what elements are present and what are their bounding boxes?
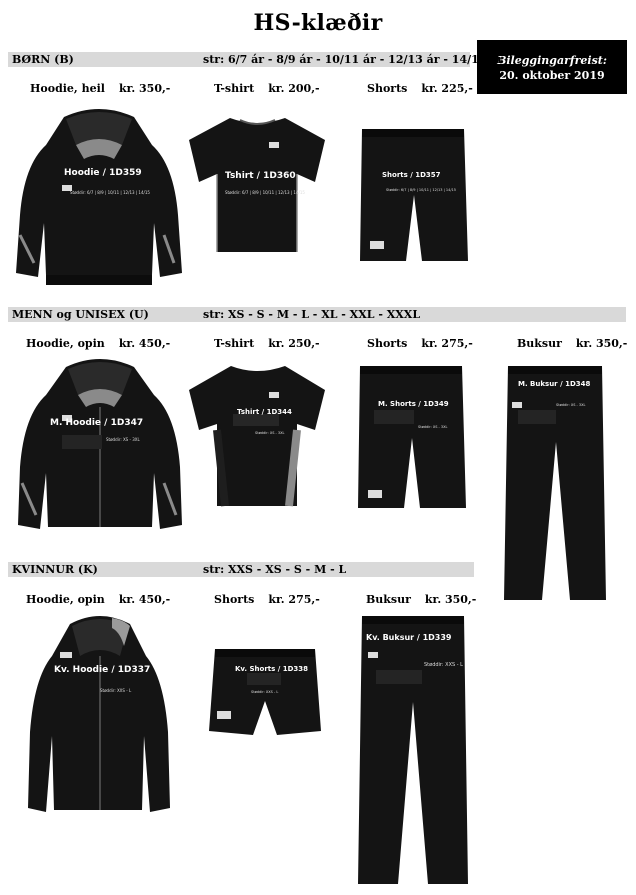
garment-size-label: Støddir: XXS - L xyxy=(100,688,132,693)
item-price: kr. 275,- xyxy=(421,337,473,350)
item-born-shorts xyxy=(367,82,473,95)
garment-label: Shorts / 1D357 xyxy=(382,171,441,179)
deadline-label: Bileggingarfreist: xyxy=(497,54,607,67)
garment-label: Tshirt / 1D360 xyxy=(225,171,296,181)
item-menn-hoodie xyxy=(26,337,170,350)
menn-shorts-image xyxy=(354,362,469,512)
garment-label: M. Shorts / 1D349 xyxy=(378,400,449,408)
item-price: kr. 250,- xyxy=(268,337,320,350)
born-tshirt-image xyxy=(185,112,330,257)
garment-size-label: Støddir: 6/7 | 8/9 | 10/11 | 12/13 | 14/15 xyxy=(225,190,305,195)
item-name: Shorts xyxy=(214,593,255,606)
menn-tshirt-image xyxy=(185,360,330,510)
section-label-born: BØRN (B) xyxy=(12,53,74,66)
item-born-tshirt xyxy=(214,82,320,95)
item-price: kr. 450,- xyxy=(118,593,171,606)
menn-buksur-image xyxy=(500,362,610,604)
item-name: Buksur xyxy=(366,593,411,606)
section-band-born xyxy=(8,52,504,67)
item-born-hoodie xyxy=(30,82,170,95)
item-name: Buksur xyxy=(517,337,562,350)
item-name: Hoodie, opin xyxy=(26,337,105,350)
garment-label: M. Buksur / 1D348 xyxy=(518,380,591,388)
garment-label: Tshirt / 1D344 xyxy=(237,408,292,416)
deadline-box xyxy=(477,40,627,94)
kvinnur-buksur-image xyxy=(354,612,472,888)
item-name: T-shirt xyxy=(214,82,255,95)
garment-size-label: Støddir: 6/7 | 8/9 | 10/11 | 12/13 | 14/15 xyxy=(70,190,150,195)
garment-size-label: Støddir: XS - 3XL xyxy=(106,437,140,442)
garment-size-label: Støddir: XS - 3XL xyxy=(255,431,285,435)
garment-label: Kv. Shorts / 1D338 xyxy=(235,665,309,673)
section-sizes-kvinnur: str: XXS - XS - S - M - L xyxy=(203,563,347,576)
item-name: Hoodie, heil xyxy=(30,82,105,95)
garment-size-label: Støddir: 6/7 | 8/9 | 10/11 | 12/13 | 14/15 xyxy=(386,188,456,192)
page-title: HS-klæðir xyxy=(253,10,383,36)
section-sizes-born: str: 6/7 ár - 8/9 ár - 10/11 ár - 12/13 ár - 14/15 ár xyxy=(203,53,504,66)
section-label-menn: MENN og UNISEX (U) xyxy=(12,308,149,321)
item-price: kr. 350,- xyxy=(424,593,477,606)
garment-size-label: Støddir: XS - 3XL xyxy=(418,425,448,429)
item-menn-buksur xyxy=(517,337,627,350)
item-name: T-shirt xyxy=(214,337,255,350)
section-band-kvinnur xyxy=(8,562,474,577)
garment-size-label: Støddir: XXS - L xyxy=(251,690,279,694)
garment-label: M. Hoodie / 1D347 xyxy=(50,418,144,428)
garment-size-label: Støddir: XXS - L xyxy=(424,662,463,668)
item-price: kr. 450,- xyxy=(118,337,171,350)
item-price: kr. 225,- xyxy=(421,82,473,95)
item-price: kr. 200,- xyxy=(268,82,320,95)
item-price: kr. 275,- xyxy=(268,593,320,606)
kvinnur-shorts-image xyxy=(205,645,325,740)
item-menn-shorts xyxy=(367,337,473,350)
kvinnur-hoodie-image xyxy=(24,612,174,822)
item-name: Shorts xyxy=(367,82,408,95)
section-sizes-menn: str: XS - S - M - L - XL - XXL - XXXL xyxy=(203,308,421,321)
item-price: kr. 350,- xyxy=(118,82,171,95)
garment-label: Kv. Buksur / 1D339 xyxy=(366,633,452,642)
garment-size-label: Støddir: XS - 3XL xyxy=(556,403,586,407)
menn-hoodie-image xyxy=(14,355,186,537)
item-kvinnur-shorts xyxy=(214,593,320,606)
section-band-menn xyxy=(8,307,626,322)
born-hoodie-image xyxy=(14,105,184,290)
item-menn-tshirt xyxy=(214,337,320,350)
item-kvinnur-hoodie xyxy=(26,593,170,606)
item-name: Hoodie, opin xyxy=(26,593,105,606)
section-label-kvinnur: KVINNUR (K) xyxy=(12,563,98,576)
garment-label: Hoodie / 1D359 xyxy=(64,168,142,178)
deadline-date: 20. oktober 2019 xyxy=(499,69,605,82)
item-kvinnur-buksur xyxy=(366,593,476,606)
born-shorts-image xyxy=(356,125,471,267)
item-price: kr. 350,- xyxy=(575,337,628,350)
garment-label: Kv. Hoodie / 1D337 xyxy=(54,665,151,675)
item-name: Shorts xyxy=(367,337,408,350)
